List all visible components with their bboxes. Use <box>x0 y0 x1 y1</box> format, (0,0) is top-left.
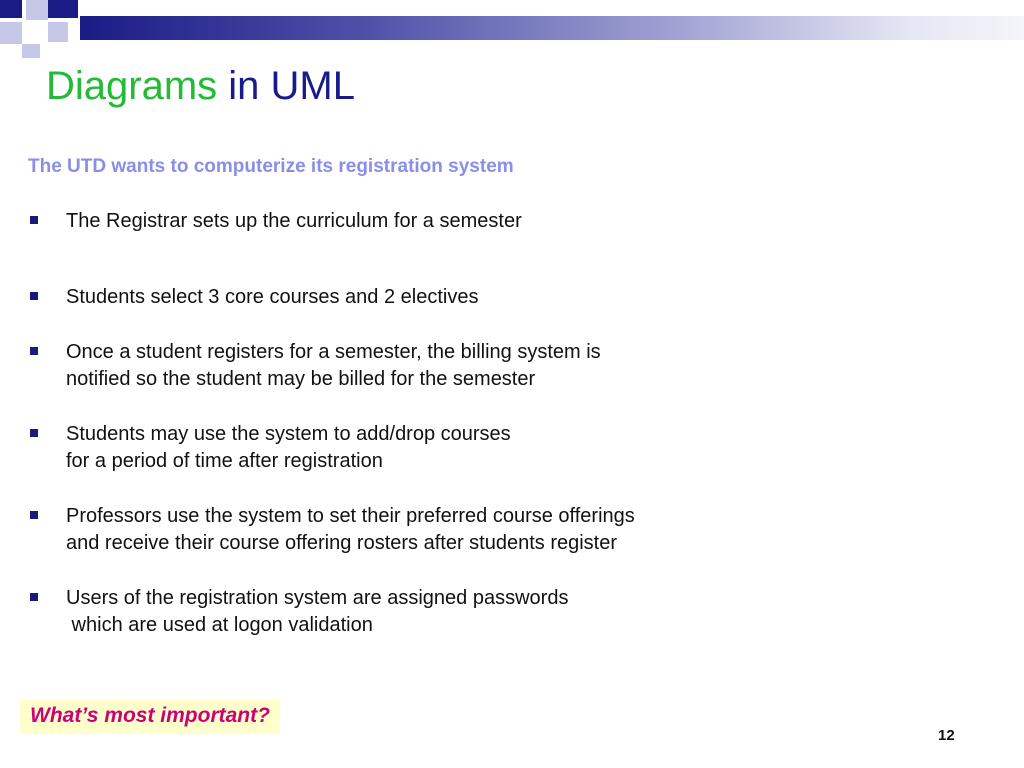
bullet-square-icon <box>30 292 38 300</box>
slide-title <box>46 62 355 110</box>
slide-title-highlight: Diagrams <box>46 64 218 108</box>
bullet-text: Users of the registration system are assigned passwords which are used at logon validation <box>66 587 569 636</box>
decorative-square <box>48 22 68 42</box>
page-number: 12 <box>938 727 955 744</box>
header-gradient-bar <box>80 16 1024 40</box>
bullet-text: Students select 3 core courses and 2 electives <box>66 286 479 308</box>
slide-subtitle: The UTD wants to computerize its registration system <box>28 156 514 177</box>
bullet-text: Students may use the system to add/drop courses for a period of time after registration <box>66 423 511 472</box>
question-callout: What’s most important? <box>20 700 280 734</box>
decorative-square <box>0 0 22 18</box>
decorative-square <box>26 0 48 20</box>
bullet-text: Once a student registers for a semester, the billing system is notified so the student may be billed for the semester <box>66 341 601 390</box>
bullet-text: The Registrar sets up the curriculum for a semester <box>66 210 522 232</box>
bullet-square-icon <box>30 593 38 601</box>
decorative-square <box>22 44 40 58</box>
decorative-square <box>48 0 78 18</box>
bullet-text: Professors use the system to set their preferred course offerings and receive their course offering rosters after students register <box>66 505 635 554</box>
decorative-square <box>26 22 48 44</box>
decorative-square <box>0 22 22 44</box>
bullet-square-icon <box>30 511 38 519</box>
bullet-square-icon <box>30 429 38 437</box>
bullet-square-icon <box>30 347 38 355</box>
slide-title-rest: in UML <box>217 64 355 108</box>
bullet-square-icon <box>30 216 38 224</box>
